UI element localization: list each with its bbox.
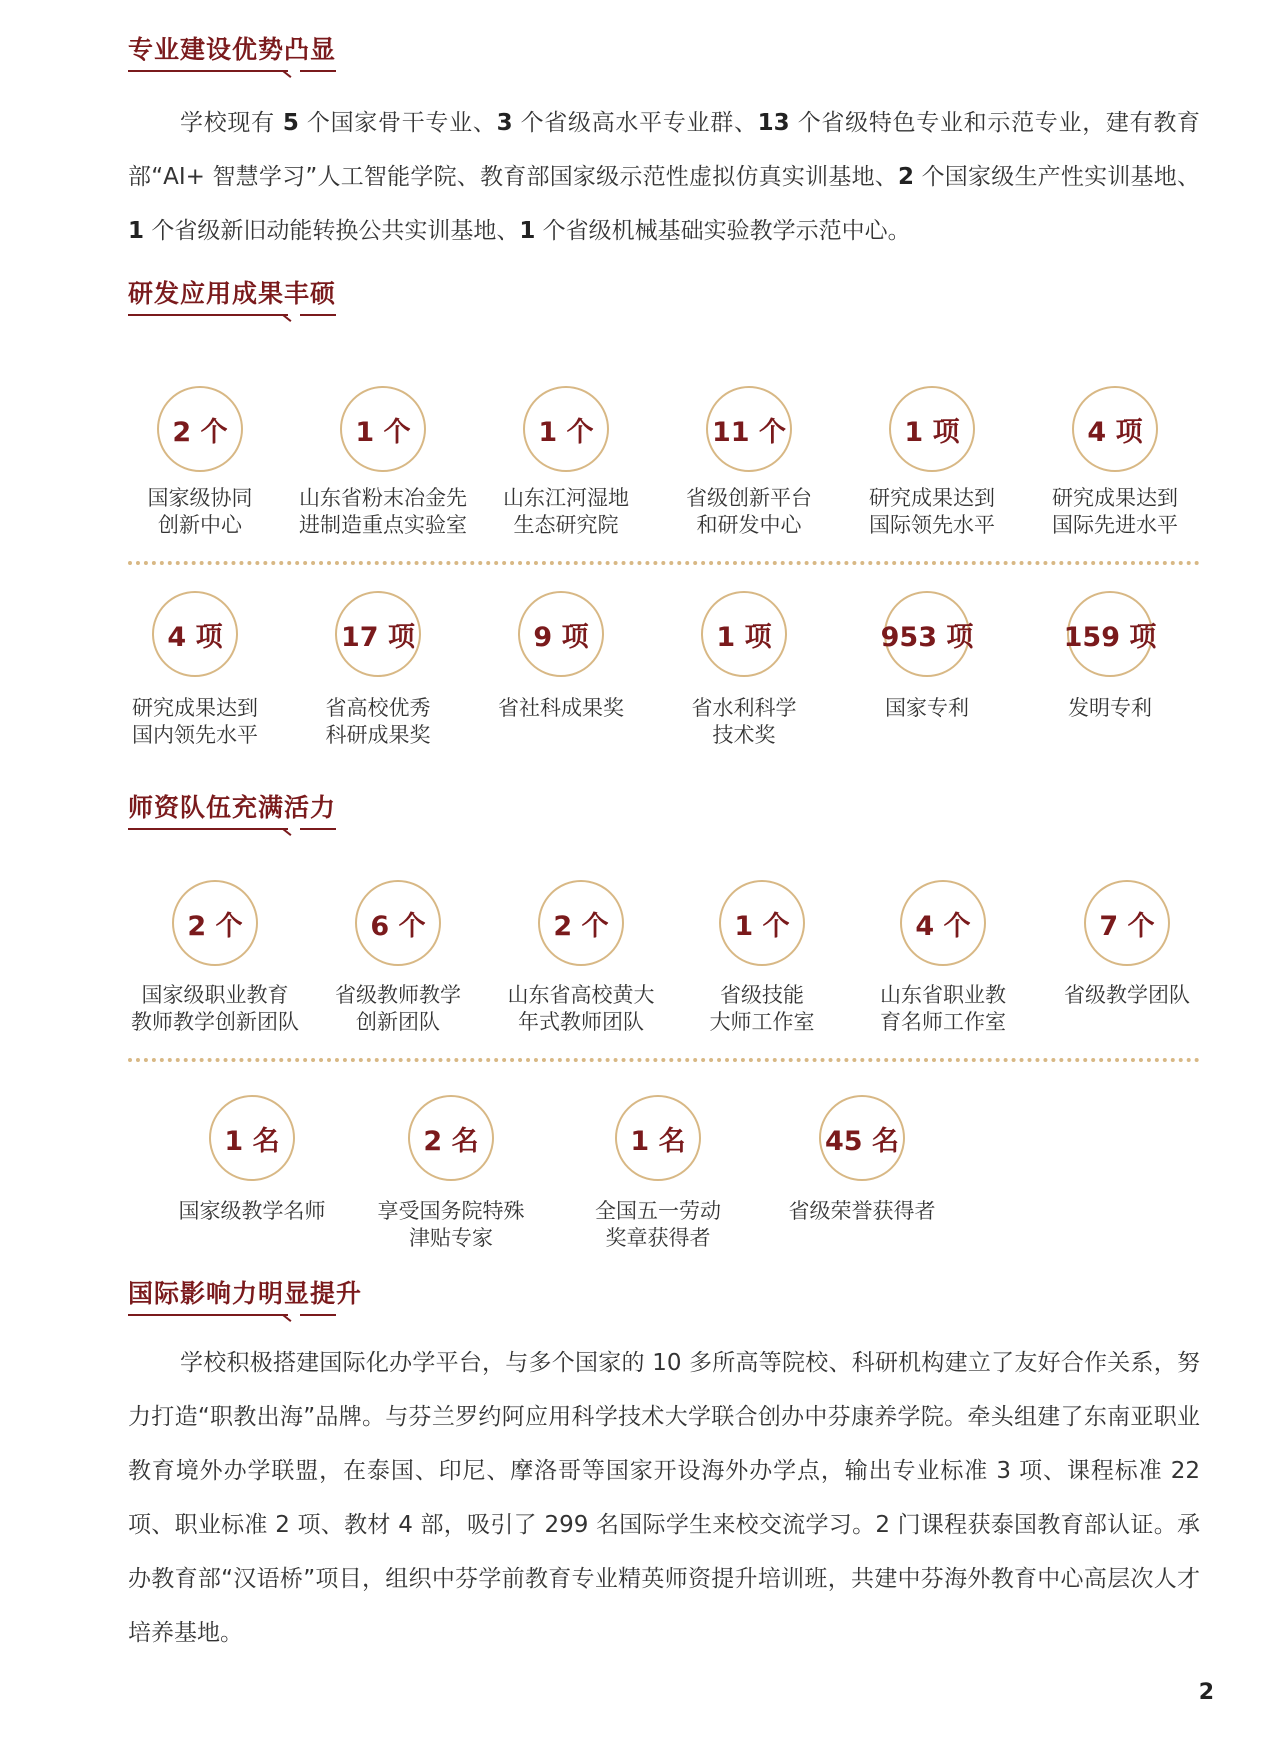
stat-label: 省高校优秀 科研成果奖 — [325, 696, 431, 747]
stat-label: 山东省粉末冶金先 进制造重点实验室 — [299, 486, 467, 537]
stat-value: 2 个 — [538, 880, 624, 966]
stat-value: 2 个 — [157, 386, 243, 472]
stat-value: 1 项 — [701, 591, 787, 677]
stat-label: 研究成果达到 国际领先水平 — [869, 486, 995, 537]
stat-value: 1 个 — [340, 386, 426, 472]
stat-value: 45 名 — [819, 1095, 905, 1181]
stat-label: 省级教师教学 创新团队 — [335, 983, 461, 1034]
section-title-major-construction: 专业建设优势凸显 — [128, 35, 337, 64]
stat-label: 省级创新平台 和研发中心 — [686, 486, 812, 537]
stat-value: 1 名 — [615, 1095, 701, 1181]
section-title-faculty: 师资队伍充满活力 — [128, 793, 337, 822]
paragraph-text: 个国家级生产性实训基地、 — [914, 164, 1200, 190]
stat-value: 1 个 — [719, 880, 805, 966]
stat-label: 山东江河湿地 生态研究院 — [503, 486, 629, 537]
section-underline — [128, 66, 336, 78]
stat-value: 9 项 — [518, 591, 604, 677]
stat-label: 研究成果达到 国内领先水平 — [132, 696, 258, 747]
section-title-rd-achievements: 研发应用成果丰硕 — [128, 279, 337, 308]
page-number: 2 — [1198, 1680, 1214, 1705]
stat-label: 省级荣誉获得者 — [788, 1199, 936, 1223]
stat-label: 山东省高校黄大 年式教师团队 — [507, 983, 655, 1034]
paragraph-text: 个省级机械基础实验教学示范中心。 — [535, 218, 911, 244]
paragraph-text: 个国家骨干专业、 — [298, 110, 497, 136]
section-underline — [128, 1310, 336, 1322]
dotted-divider — [128, 561, 1200, 565]
stat-label: 省级教学团队 — [1064, 983, 1190, 1007]
paragraph-text: 学校现有 — [180, 110, 283, 136]
dotted-divider — [128, 1058, 1200, 1062]
highlighted-number: 1 — [128, 218, 145, 244]
highlighted-number: 1 — [519, 218, 536, 244]
stat-value: 7 个 — [1084, 880, 1170, 966]
stat-value: 11 个 — [706, 386, 792, 472]
stat-value: 159 项 — [1067, 591, 1153, 677]
paragraph-international: 学校积极搭建国际化办学平台，与多个国家的 10 多所高等院校、科研机构建立了友好合作关系，努力打造“职教出海”品牌。与芬兰罗约阿应用科学技术大学联合创办中芬康养学院。牵头组建了东南亚职业教育境外办学联盟，在泰国、印尼、摩洛哥等国家开设海外办学点，输出专业标准 3 项、课程标准 22 项、职业标准 2 项、教材 4 部，吸引了 299 名国际学生来校交流学习。2 门课程获泰国教育部认证。承办教育部“汉语桥”项目，组织中芬学前教育专业精英师资提升培训班，共建中芬海外教育中心高层次人才培养基地。 — [128, 1350, 1200, 1646]
section-underline — [128, 310, 336, 322]
section-underline — [128, 824, 336, 836]
stat-value: 1 项 — [889, 386, 975, 472]
stat-label: 享受国务院特殊 津贴专家 — [377, 1199, 525, 1250]
stat-value: 953 项 — [884, 591, 970, 677]
stat-value: 6 个 — [355, 880, 441, 966]
paragraph-text: 个省级特色专业和示范专业，建有教育部“AI+ 智慧学习”人工智能学院、教育部国家级示范性虚拟仿真实训基地、 — [128, 110, 1201, 190]
paragraph-text: 个省级新旧动能转换公共实训基地、 — [144, 218, 520, 244]
highlighted-number: 2 — [898, 164, 915, 190]
stat-value: 2 个 — [172, 880, 258, 966]
stat-value: 2 名 — [408, 1095, 494, 1181]
stat-label: 省级技能 大师工作室 — [709, 983, 815, 1034]
stat-value: 17 项 — [335, 591, 421, 677]
stat-label: 全国五一劳动 奖章获得者 — [595, 1199, 721, 1250]
stat-value: 1 个 — [523, 386, 609, 472]
highlighted-number: 5 — [282, 110, 299, 136]
section-title-international: 国际影响力明显提升 — [128, 1279, 363, 1308]
stat-label: 国家级协同 创新中心 — [147, 486, 253, 537]
stat-value: 1 名 — [209, 1095, 295, 1181]
paragraph-text: 个省级高水平专业群、 — [512, 110, 758, 136]
stat-label: 国家级职业教育 教师教学创新团队 — [131, 983, 299, 1034]
stat-label: 省社科成果奖 — [498, 696, 624, 720]
stat-label: 研究成果达到 国际先进水平 — [1052, 486, 1178, 537]
stat-label: 山东省职业教 育名师工作室 — [880, 983, 1006, 1034]
highlighted-number: 3 — [496, 110, 513, 136]
stat-label: 省水利科学 技术奖 — [691, 696, 797, 747]
paragraph-major-construction — [128, 96, 1200, 258]
stat-value: 4 个 — [900, 880, 986, 966]
stat-label: 国家级教学名师 — [178, 1199, 326, 1223]
stat-label: 发明专利 — [1068, 696, 1152, 720]
stat-value: 4 项 — [1072, 386, 1158, 472]
stat-label: 国家专利 — [885, 696, 969, 720]
stat-value: 4 项 — [152, 591, 238, 677]
highlighted-number: 13 — [757, 110, 790, 136]
